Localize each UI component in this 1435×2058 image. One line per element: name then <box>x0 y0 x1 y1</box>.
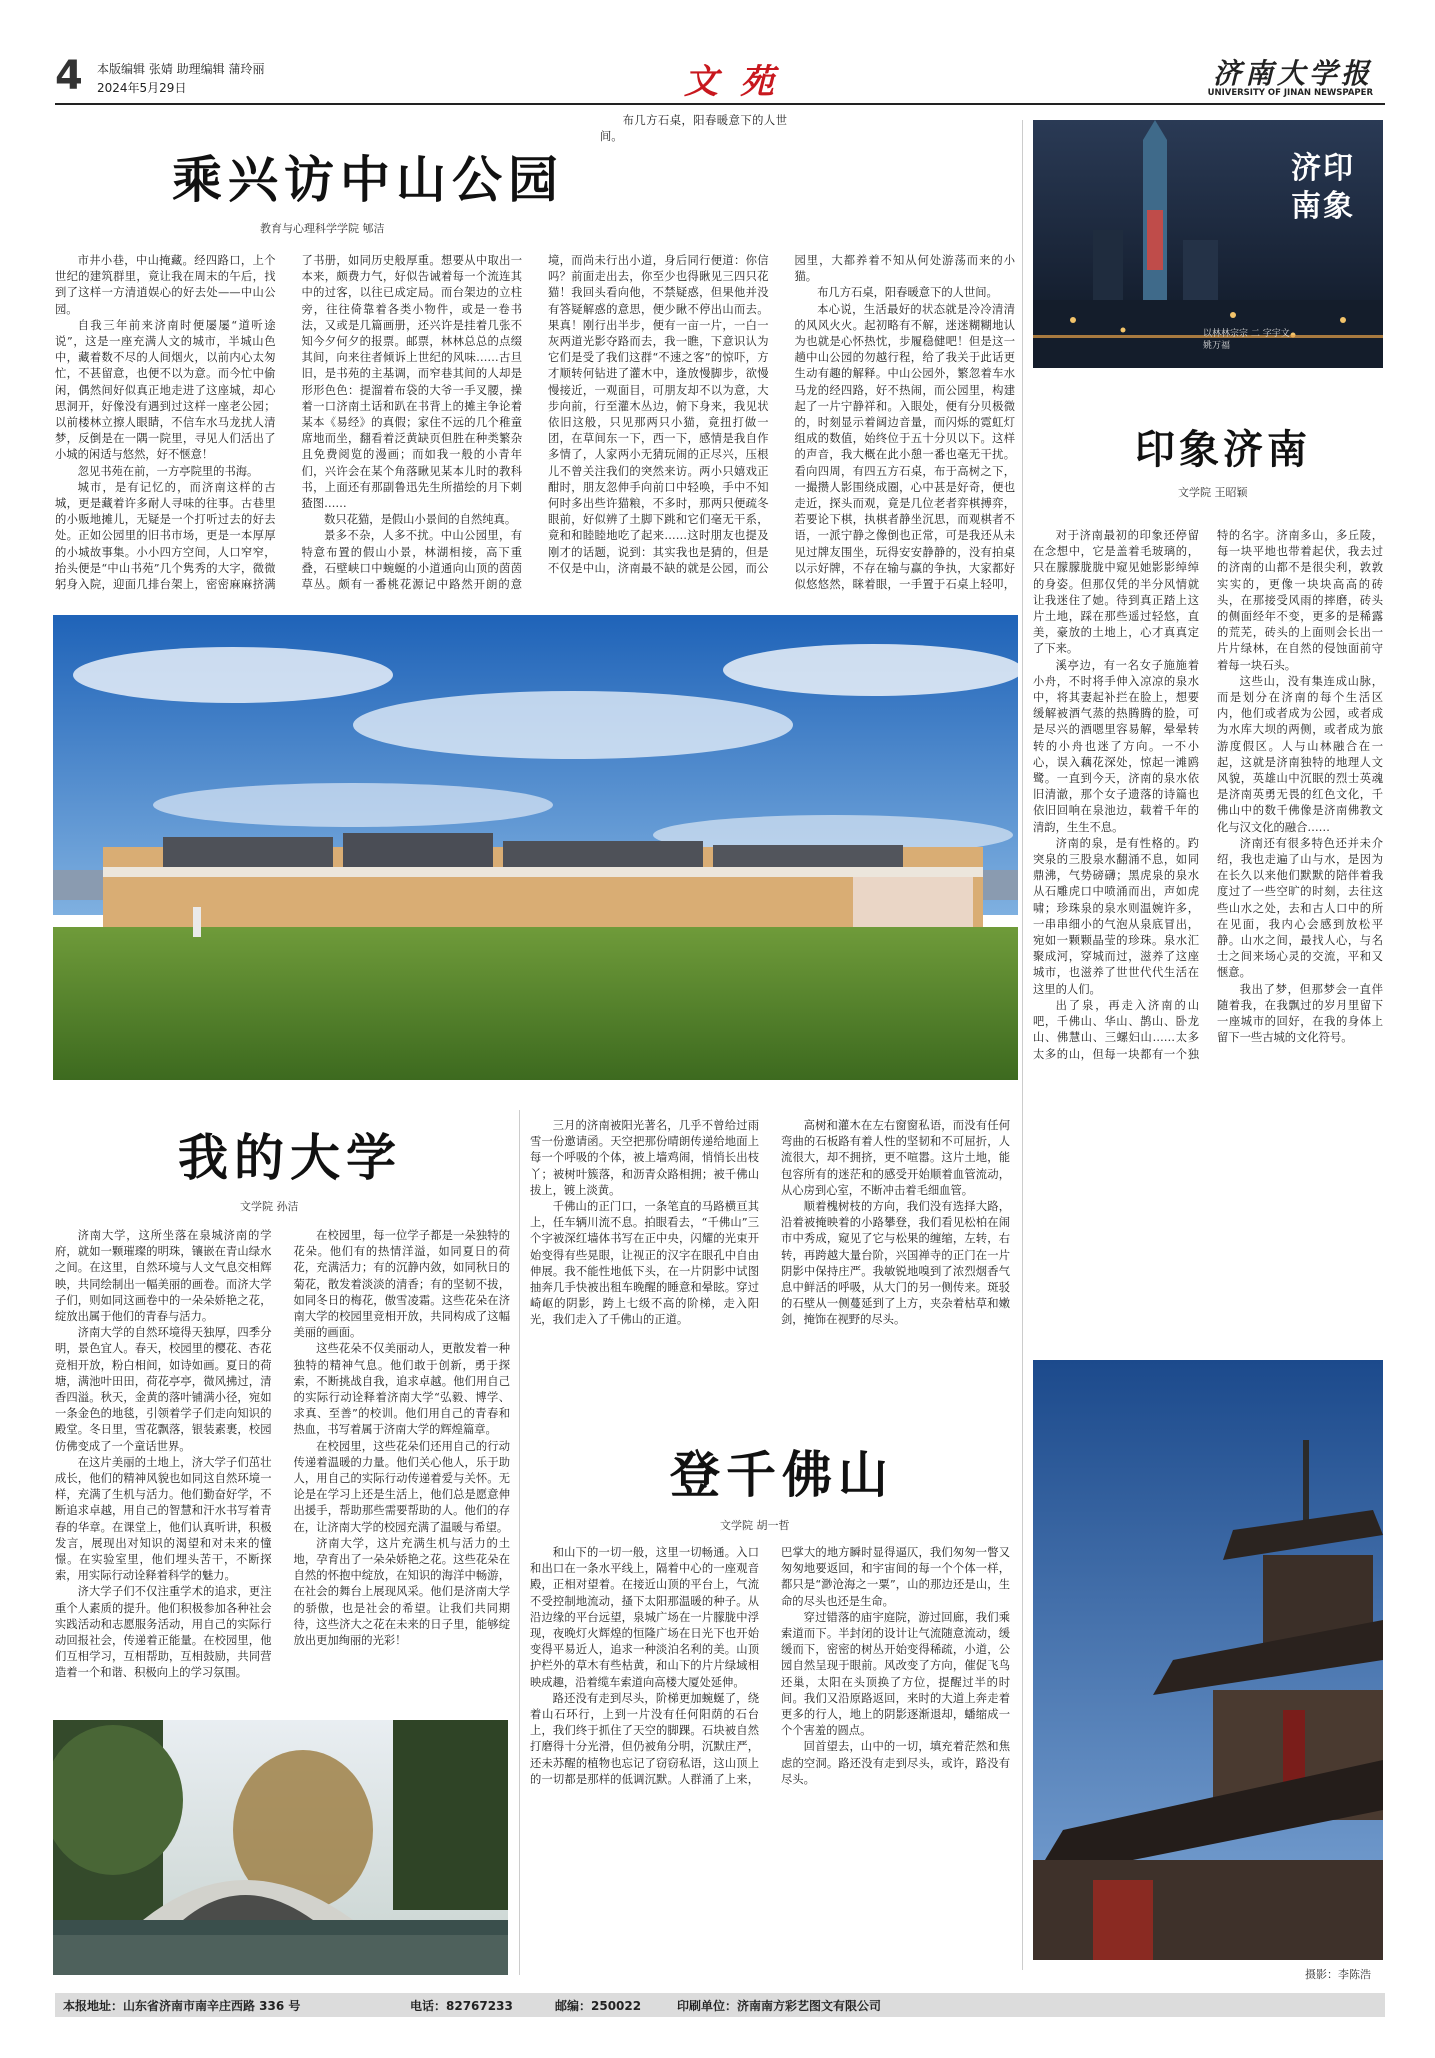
article1-paragraph: 数只花猫，是假山小景间的自然纯真。 <box>324 513 517 527</box>
article1-paragraph: 自我三年前来济南时便屡屡“道听途说”，这是一座充满人文的城市，半城山色中，藏着数不尽的人间烟火，以前内心太匆忙，不甚留意，也便不以为意。而今忙中偷闲，偶然间好似真正地走进了这座城，却心思洞开，好像没有遇到过这样一座老公园；以前楼林立擦人眼睛，不信车水马龙扰人清梦，反倒是在一隅一院里，寻见人们活出了小城的闲适与悠然，好不惬意！ <box>55 318 276 462</box>
article4-paragraph: 三月的济南被阳光著名，几乎不曾给过雨雪一份邀请函。天空把那份晴朗传递给地面上每一个呼吸的个体，被上墙鸡闹，悄悄长出枝丫；被树叶簇落，和沥青众路相拥；被千佛山拔上，镀上淡黄。 <box>530 1119 759 1197</box>
footer-bar <box>55 1993 1385 2017</box>
column-rule <box>1022 120 1023 1970</box>
paper-name-cn: 济南大学报 <box>1212 57 1373 90</box>
article4-paragraph: 穿过错落的庙宇庭院，游过回廊，我们乘索道而下。半封闭的设计让气流随意流动，缓缓而下，密密的树丛开始变得稀疏，小道，公园自然呈现于眼前。风改变了方向，催促飞鸟还巢，太阳在头顶换了方位，提醒过半的时间。我们又沿原路返回，来时的大道上奔走着更多的行人，地上的阴影逐渐退却，蟠缩成一个个害羞的圆点。 <box>781 1610 1010 1738</box>
article4-paragraph: 回首望去，山中的一切，填充着茫然和焦虑的空洞。路还没有走到尽头，或许，路没有尽头。 <box>781 1740 1010 1786</box>
city-photo-caption: 以林林宗宗 二 字宇文 姚万福 <box>1203 329 1290 351</box>
article4-paragraph: 高树和灌木在左右窗窗私语，而没有任何弯曲的石板路有着人性的坚韧和不可屈折，人流很大，却不拥挤，更不喧嚣。这片土地，能包容所有的迷茫和的感受开始顺着血管流动，从心房到心室，不断冲击着毛细血管。 <box>781 1119 1010 1197</box>
article1-title: 乘兴访中山公园 <box>172 151 564 209</box>
paper-name-en: UNIVERSITY OF JINAN NEWSPAPER <box>1207 88 1373 98</box>
courtyard-photo-image <box>53 615 1018 1080</box>
footer-printer: 印刷单位：济南南方彩艺图文有限公司 <box>677 1999 882 2013</box>
article4-title: 登千佛山 <box>670 1446 894 1504</box>
article3-paragraph: 济南还有很多特色还并未介绍，我也走遍了山与水，是因为在长久以来他们默默的陪伴着我度过了一些空旷的时刻，去往这些山水之处，去和古人口中的所在见面，我内心会感到放松平静。山水之间，最找人心，与名士之间来场心灵的交流，平和又惬意。 <box>1217 836 1383 980</box>
article3-paragraph: 对于济南最初的印象还停留在念想中，它是盖着毛玻璃的，只在朦朦胧胧中窥见她影影绰绰的身姿。但那仅凭的半分风情就让我迷住了她。待到真正踏上这片土地，踩在那些遥过轻悠，直美，豪放的土地上，心才真真定了下来。 <box>1033 529 1199 656</box>
article2-paragraph: 济南大学，这所坐落在泉城济南的学府，就如一颗璀璨的明珠，镶嵌在青山绿水之间。在这里，自然环境与人文气息交相辉映，共同绘制出一幅美丽的画卷。而济大学子们，则如同这画卷中的一朵朵娇艳之花，绽放出属于他们的青春与活力。 <box>55 1229 272 1324</box>
article3-byline: 文学院 王昭颖 <box>1178 486 1248 499</box>
pagoda-photo-image <box>1033 1360 1383 1960</box>
article1-paragraph: 布几方石桌，阳春暖意下的人世间。 <box>817 286 998 300</box>
article3-body <box>1033 528 1383 1358</box>
article1-paragraph: 景多不杂，人多不扰。中山公园里，有特意布置的假山小景，林湖相接，高下重叠，石壁峡口中蜿蜒的小道通向山顶的茵茵草丛。颇有一番桃花源记中路然开朗的意境，而尚未行出小道，身后同行便道：你信吗？前面走出去，你至少也得瞅见三四只花猫！我回头看向他，不禁疑惑，但果他并没有答疑解惑的意思，便少瞅不停出山而去。果真！刚行出半步，便有一亩一片，一白一灰两道光影夺路而去，我一瞧，下意识认为它们是受了我们这群“不速之客”的惊吓，方才顺转何钻进了灌木中，逢放慢脚步，欲慢慢接近，一观面目，可朋友却不以为意，大步向前，行至灌木丛边，俯下身来，我见状依旧这般，只见那两只小猫，竟扭打做一团，在草间东一下，西一下，感情是我自作多情了，人家两小无猜玩闹的正尽兴，压根儿不曾关注我们的突然来访。两小只嬉戏正酣时，朋友忽伸手向前口中轻唤，手中不知何时多出些许猫粮，不多时，那两只便疏冬眼前，好似辨了土脚下跳和它们毫无干系，竟和和睦睦地吃了起来……这时朋友也提及刚才的话题，说到：其实我也是猜的，但是不仅是中山，济南最不缺的就是公园，而公园里，大都养着不知从何处游荡而来的小猫。 <box>301 254 1015 592</box>
article3-paragraph: 出了泉，再走入济南的山吧，千佛山、华山、鹊山、卧龙山、佛慧山、三螺妇山……太多太多的山，但每一块都有一个独特的名字。济南多山，多丘陵，每一块平地也带着起伏，我去过的济南的山都不是很尖利，敦敦实实的，更像一块块高高的砖头，在那接受风雨的摔磨，砖头的侧面经年不变，更多的是稀露的荒芜，砖头的上面则会长出一片片绿林，在自然的侵蚀面前守着每一块石头。 <box>1033 529 1383 1061</box>
article1-paragraph: 忽见书苑在前，一方亭院里的书海。 <box>77 464 259 478</box>
bridge-photo <box>53 1720 508 1975</box>
article4-body-bottom <box>530 1545 1010 1975</box>
article3-paragraph: 溪亭边，有一名女子施施着小舟，不时将手伸入凉凉的泉水中，将其妻起补拦在脸上，想要缓解被酒气蒸的热腾腾的脸，可是尽兴的酒嗯里容易解，晕晕转转的小舟也迷了方向。一不小心，误入藕花深处，惊起一滩鸥鹭。一直到今天，济南的泉水依旧清澈，那个女子遗落的诗篇也依旧回响在泉池边，载着千年的清韵，生生不息。 <box>1033 658 1199 834</box>
article1-paragraph: 市井小巷，中山掩藏。经四路口，上个世纪的建筑群里，竟让我在周末的午后，找到了这样一方清逍娱心的好去处——中山公园。 <box>55 254 276 316</box>
article2-paragraph: 在校园里，每一位学子都是一朵独特的花朵。他们有的热情洋溢，如同夏日的荷花，充满活力；有的沉静内敛，如同秋日的菊花，散发着淡淡的清香；有的坚韧不拔，如同冬日的梅花，傲雪凌霜。这些花朵在济南大学的校园里竞相开放，共同构成了这幅美丽的画面。 <box>293 1229 510 1340</box>
article4-body-top <box>530 1118 1010 1398</box>
pagoda-photo <box>1033 1360 1383 1960</box>
courtyard-photo <box>53 615 1018 1080</box>
article4-paragraph: 路还没有走到尽头，阶梯更加蜿蜒了，绕着山石环行，上到一片没有任何阳荫的石台上，我们终于抓住了天空的脚踝。石块被自然打磨得十分光滑，但仍被角分明，沉默庄严，还未苏醒的植物也忘记了窃窃私语，这山顶上的一切都是那样的低调沉默。人群涌了上来，巴掌大的地方瞬时显得逼仄，我们匆匆一瞥又匆匆地要返回，和宇宙间的每一个个体一样，都只是“渺沧海之一粟”，山的那边还是山，生命的尽头也还是生命。 <box>530 1546 1010 1786</box>
city-photo-title: 济印 南象 <box>1291 151 1355 224</box>
article4-paragraph: 千佛山的正门口，一条笔直的马路横亘其上，任车辆川流不息。拍眼看去，“千佛山”三个字被深红墙体书写在正中央，闪耀的光束开始变得有些晃眼，让视正的汉字在眼孔中自由伸展。我不能性地低下头，在一片阴影中试图抽奔几手快被出租车晚醒的睡意和晕眩。穿过崎岖的阴影，跨上七级不高的阶梯，走入阳光，我们走入了千佛山的正道。 <box>530 1200 759 1327</box>
article4-paragraph: 和山下的一切一般，这里一切畅通。入口和出口在一条水平线上，隔着中心的一座观音殿，正相对望着。在接近山顶的平台上，气流不受控制地流动，搔下太阳那温暖的种子。从沿边缘的平台远望，泉城广场在一片朦胧中浮现，夜晚灯火辉煌的恒隆广场在日光下也开始变得平易近人，追求一种淡泊名利的美。山顶护栏外的草木有些枯黄，和山下的片片绿域相映成趣，沿着缆车索道向高楼大厦处延伸。 <box>530 1546 759 1689</box>
article3-paragraph: 我出了梦，但那梦会一直伴随着我，在我飘过的岁月里留下一座城市的回好，在我的身体上留下一些古城的文化符号。 <box>1217 982 1383 1045</box>
column-rule <box>519 1110 520 1975</box>
issue-date: 2024年5月29日 <box>97 81 187 95</box>
article3-title: 印象济南 <box>1135 427 1311 473</box>
article1-body <box>55 253 1015 601</box>
section-title: 文苑 <box>684 62 796 102</box>
article2-byline: 文学院 孙洁 <box>240 1200 299 1213</box>
photo-credit: 摄影：李陈浩 <box>1305 1968 1371 1981</box>
article2-paragraph: 这些花朵不仅美丽动人，更散发着一种独特的精神气息。他们敢于创新，勇于探索，不断挑战自我，追求卓越。他们用自己的实际行动诠释着济南大学“弘毅、博学、求真、至善”的校训。他们用自己的青春和热血，书写着属于济南大学的辉煌篇章。 <box>293 1342 510 1437</box>
article1-paragraph: 城市，是有记忆的，而济南这样的古城，更是藏着许多耐人寻味的往事。古巷里的小贩地摊儿，无疑是一个打听过去的好去处。正如公园里的旧书市场，更是一本厚厚的小城故事集。小小四方空间，人口窄窄，抬头便是“中山书苑”几个隽秀的大字，微微躬身入院，迎面几排台架上，密密麻麻挤满了书册，如同历史般厚重。想要从中取出一本来，颇费力气，好似告诫着每一个流连其中的过客，以往已成定局。而台架边的立柱旁，往往倚靠着各类小物件，或是一卷书法，又或是几篇画册，还兴许是挂着几张不知今夕何夕的报票。邮票，林林总总的点缀其间，向来往者倾诉上世纪的风味……古旦旧，是书苑的主基调，而窄巷其间的人却是形形色色：提溜着布袋的大爷一手叉腰，操着一口济南土话和趴在书背上的摊主争论着某本《易经》的真假；家住不远的几个稚童席地而坐，翻看着泛黄缺页但胜在种类繁杂且免费阅览的漫画；而如我一般的小青年们，兴许会在某个角落瞅见某本儿时的教科书，上面还有那副鲁迅先生所描绘的月下刺猹图…… <box>55 254 522 592</box>
article2-title: 我的大学 <box>178 1129 402 1187</box>
article2-paragraph: 济大学子们不仅注重学术的追求，更注重个人素质的提升。他们积极参加各种社会实践活动和志愿服务活动，用自己的实际行动回报社会，传递着正能量。在校园里，他们互相学习，互相帮助，互相鼓励，共同营造着一个和谐、积极向上的学习氛围。 <box>55 1585 272 1680</box>
header-rule <box>55 103 1385 105</box>
article2-paragraph: 济南大学的自然环境得天独厚，四季分明，景色宜人。春天，校园里的樱花、杏花竞相开放，粉白相间，如诗如画。夏日的荷塘，满池叶田田，荷花亭亭，微风拂过，清香四溢。秋天，金黄的落叶铺满小径，宛如一条金色的地毯，引领着学子们走向知识的殿堂。冬日里，雪花飘落，银装素裹，校园仿佛变成了一个童话世界。 <box>55 1326 272 1453</box>
page-header <box>55 53 1385 102</box>
article1-paragraph: 布几方石桌，阳春暖意下的人世间。 <box>600 114 787 144</box>
article4-byline: 文学院 胡一哲 <box>720 1519 790 1532</box>
article1-body-top <box>600 113 1000 253</box>
article1-paragraph: 本心说，生活最好的状态就是冷冷清清的风风火火。起初略有不解，迷迷糊糊地认为也就是心怀热忱，步履稳健吧！但是这一趟中山公园的勿越行程，给了我关于此话更生动有趣的解释。中山公园外，繁忽着车水马龙的经四路，好不热闹，而公园里，构建起了一片宁静祥和。入眼处，便有分贝极微的，时刻显示着阔边音量，而闪烁的霓虹灯组成的数值，始终位于五十分贝以下。这样的声音，我大概在此小憩一番也毫无干扰。看向四周，有四五方石桌，布于高树之下，一撮攒人影围绕成圈，心中甚是好奇，便也走近，探头而观，竟是几位老者弈棋搏弈，若要论下棋，执棋者静坐沉思，而观棋者不语，一派宁静之像倒也正常，可是我还从未见过牌友围坐，玩得安安静静的，没有拍桌以示好牌，不存在输与赢的争执，大家都好似悠悠然，眯着眼，一手置于石桌上轻叩， <box>794 302 1015 592</box>
article2-paragraph: 在校园里，这些花朵们还用自己的行动传递着温暖的力量。他们关心他人，乐于助人，用自己的实际行动传递着爱与关怀。无论是在学习上还是生活上，他们总是愿意伸出援手，帮助那些需要帮助的人。他们的存在，让济南大学的校园充满了温暖与希望。 <box>293 1439 510 1534</box>
footer-address: 本报地址：山东省济南市南辛庄西路 336 号 <box>63 1999 301 2013</box>
article2-paragraph: 在这片美丽的土地上，济大学子们茁壮成长，他们的精神风貌也如同这自然环境一样，充满了生机与活力。他们勤奋好学，不断追求卓越，用自己的智慧和汗水书写着青春的华章。在课堂上，他们认真听讲，积极发言，展现出对知识的渴望和对未来的憧憬。在实验室里，他们埋头苦干，不断探索，用实际行动诠释着科学的魅力。 <box>55 1455 272 1583</box>
article2-paragraph: 济南大学，这片充满生机与活力的土地，孕育出了一朵朵娇艳之花。这些花朵在自然的怀抱中绽放，在知识的海洋中畅游，在社会的舞台上展现风采。他们是济南大学的骄傲，也是社会的希望。让我们共同期待，这些济大之花在未来的日子里，能够绽放出更加绚丽的光彩！ <box>293 1536 510 1648</box>
editors-line: 本版编辑 张婧 助理编辑 蒲玲丽 <box>97 62 265 76</box>
article2-body <box>55 1228 510 1706</box>
article4-paragraph: 顺着槐树枝的方向，我们没有选择大路，沿着被掩映着的小路攀登，我们看见松柏在闹市中秀成，窥见了它与松果的缠缩，左转，右转，再跨越大量台阶，兴国禅寺的正门在一片阴影中保持庄严。我敏锐地嗅到了浓烈烟香气息中鲜活的呼吸，从大门的另一侧传来。斑驳的石壁从一侧蔓延到了上方，夹杂着枯草和嫩剑，掩饰在视野的尽头。 <box>781 1200 1010 1327</box>
bridge-photo-image <box>53 1720 508 1975</box>
city-night-photo <box>1033 120 1383 368</box>
article1-byline: 教育与心理科学学院 郇洁 <box>260 222 385 235</box>
page-number: 4 <box>55 53 83 99</box>
footer-phone: 电话：82767233 <box>410 1999 513 2013</box>
footer-postcode: 邮编：250022 <box>555 1999 642 2013</box>
article3-paragraph: 这些山，没有集连成山脉，而是划分在济南的每个生活区内，他们或者成为公园，或者成为水库大坝的两侧，或者成为旅游度假区。人与山林融合在一起，这就是济南独特的地理人文风貌，英雄山中沉眠的烈士英魂是济南英勇无畏的红色文化，千佛山中的数千佛像是济南佛教文化与汉文化的融合…… <box>1217 674 1383 834</box>
article3-paragraph: 济南的泉，是有性格的。趵突泉的三股泉水翻涌不息，如同鼎沸，气势磅礴；黑虎泉的泉水从石雕虎口中喷涌而出，声如虎啸；珍珠泉的泉水则温婉许多，一串串细小的气泡从泉底冒出，宛如一颗颗晶莹的珍珠。泉水汇聚成河，穿城而过，滋养了这座城市，也滋养了世世代代生活在这里的人们。 <box>1033 836 1199 996</box>
